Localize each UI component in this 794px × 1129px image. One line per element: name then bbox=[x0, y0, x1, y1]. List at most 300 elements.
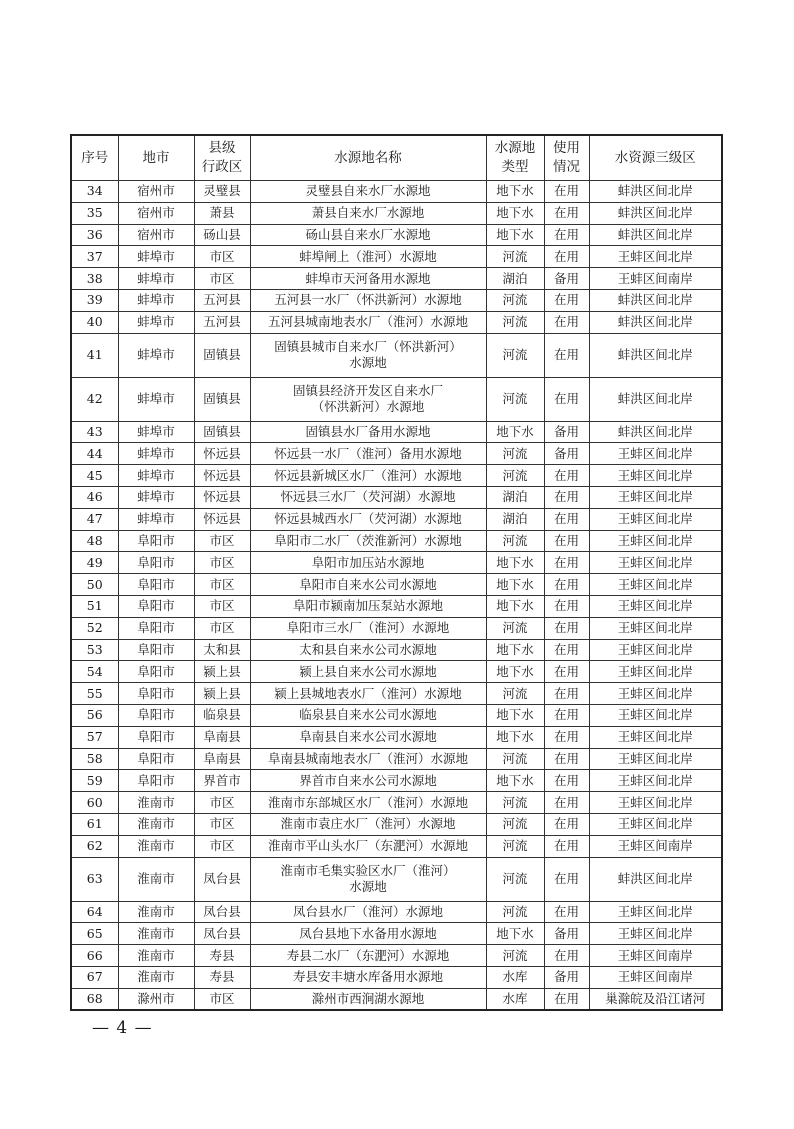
cell-status: 在用 bbox=[544, 333, 589, 377]
cell-status: 在用 bbox=[544, 901, 589, 923]
cell-city: 阜阳市 bbox=[118, 770, 194, 792]
cell-city: 蚌埠市 bbox=[118, 508, 194, 530]
cell-seq: 54 bbox=[71, 661, 118, 683]
cell-zone: 王蚌区间南岸 bbox=[589, 835, 722, 857]
cell-name-line1: 颍上县城地表水厂（淮河）水源地 bbox=[274, 685, 462, 701]
cell-county: 寿县 bbox=[194, 966, 250, 988]
cell-name bbox=[250, 574, 486, 596]
cell-county: 萧县 bbox=[194, 202, 250, 224]
cell-name-line1: 阜阳市三水厂（淮河）水源地 bbox=[286, 620, 450, 636]
cell-name-line1: 固镇县经济开发区自来水厂 bbox=[292, 383, 443, 399]
cell-name-line1: 淮南市东部城区水厂（淮河）水源地 bbox=[267, 794, 468, 810]
cell-seq: 66 bbox=[71, 945, 118, 967]
cell-zone: 王蚌区间北岸 bbox=[589, 683, 722, 705]
cell-seq: 49 bbox=[71, 552, 118, 574]
cell-name-line1: 阜阳市二水厂（茨淮新河）水源地 bbox=[274, 532, 462, 548]
cell-type: 河流 bbox=[486, 333, 544, 377]
cell-name bbox=[250, 857, 486, 901]
cell-seq: 58 bbox=[71, 748, 118, 770]
table-row bbox=[71, 574, 722, 596]
cell-name bbox=[250, 202, 486, 224]
cell-city: 蚌埠市 bbox=[118, 421, 194, 443]
cell-seq: 65 bbox=[71, 923, 118, 945]
cell-city: 淮南市 bbox=[118, 792, 194, 814]
cell-seq: 36 bbox=[71, 224, 118, 246]
cell-zone: 王蚌区间南岸 bbox=[589, 945, 722, 967]
cell-type: 地下水 bbox=[486, 202, 544, 224]
cell-name-line1: 淮南市平山头水厂（东淝河）水源地 bbox=[267, 838, 468, 854]
cell-county: 市区 bbox=[194, 574, 250, 596]
table-row bbox=[71, 813, 722, 835]
header-type-line1: 水源地 bbox=[494, 140, 536, 156]
cell-county: 阜南县 bbox=[194, 748, 250, 770]
cell-zone: 王蚌区间北岸 bbox=[589, 770, 722, 792]
cell-name-line1: 太和县自来水公司水源地 bbox=[299, 641, 437, 657]
cell-city: 淮南市 bbox=[118, 923, 194, 945]
cell-county: 凤台县 bbox=[194, 901, 250, 923]
cell-county: 凤台县 bbox=[194, 923, 250, 945]
cell-name-line1: 临泉县自来水公司水源地 bbox=[299, 707, 437, 723]
cell-name-line1: 寿县二水厂（东淝河）水源地 bbox=[286, 947, 450, 963]
cell-county: 市区 bbox=[194, 988, 250, 1010]
cell-zone: 王蚌区间北岸 bbox=[589, 661, 722, 683]
cell-county: 临泉县 bbox=[194, 704, 250, 726]
cell-zone: 王蚌区间北岸 bbox=[589, 552, 722, 574]
table-row bbox=[71, 901, 722, 923]
cell-type: 河流 bbox=[486, 443, 544, 465]
cell-county: 颍上县 bbox=[194, 683, 250, 705]
cell-status: 在用 bbox=[544, 748, 589, 770]
cell-name-line1: 灵璧县自来水厂水源地 bbox=[305, 183, 431, 199]
cell-name bbox=[250, 268, 486, 290]
cell-seq: 34 bbox=[71, 181, 118, 203]
cell-zone: 王蚌区间北岸 bbox=[589, 639, 722, 661]
table-row bbox=[71, 835, 722, 857]
cell-county: 阜南县 bbox=[194, 726, 250, 748]
cell-status: 在用 bbox=[544, 617, 589, 639]
cell-county: 怀远县 bbox=[194, 508, 250, 530]
cell-county: 砀山县 bbox=[194, 224, 250, 246]
cell-name bbox=[250, 530, 486, 552]
table-row bbox=[71, 792, 722, 814]
table-row bbox=[71, 443, 722, 465]
table-row bbox=[71, 311, 722, 333]
cell-type: 河流 bbox=[486, 792, 544, 814]
cell-county: 界首市 bbox=[194, 770, 250, 792]
table-row bbox=[71, 530, 722, 552]
table-row bbox=[71, 246, 722, 268]
cell-status: 在用 bbox=[544, 595, 589, 617]
cell-zone: 王蚌区间北岸 bbox=[589, 726, 722, 748]
table-row bbox=[71, 268, 722, 290]
cell-name-line2: （怀洪新河）水源地 bbox=[311, 399, 425, 415]
cell-zone: 王蚌区间北岸 bbox=[589, 486, 722, 508]
cell-status: 在用 bbox=[544, 246, 589, 268]
cell-name-line1: 阜阳市加压站水源地 bbox=[311, 554, 425, 570]
cell-name bbox=[250, 966, 486, 988]
table-row bbox=[71, 224, 722, 246]
cell-city: 阜阳市 bbox=[118, 617, 194, 639]
cell-seq: 53 bbox=[71, 639, 118, 661]
cell-seq: 48 bbox=[71, 530, 118, 552]
cell-county: 怀远县 bbox=[194, 443, 250, 465]
cell-status: 备用 bbox=[544, 966, 589, 988]
cell-status: 在用 bbox=[544, 813, 589, 835]
cell-seq: 59 bbox=[71, 770, 118, 792]
cell-city: 阜阳市 bbox=[118, 726, 194, 748]
cell-seq: 42 bbox=[71, 377, 118, 421]
cell-type: 河流 bbox=[486, 813, 544, 835]
cell-county: 市区 bbox=[194, 813, 250, 835]
cell-status: 在用 bbox=[544, 202, 589, 224]
cell-city: 阜阳市 bbox=[118, 704, 194, 726]
table-body bbox=[71, 181, 722, 1011]
cell-status: 在用 bbox=[544, 574, 589, 596]
cell-status: 在用 bbox=[544, 508, 589, 530]
cell-seq: 37 bbox=[71, 246, 118, 268]
table-row bbox=[71, 595, 722, 617]
cell-county: 市区 bbox=[194, 552, 250, 574]
cell-seq: 68 bbox=[71, 988, 118, 1010]
cell-zone: 王蚌区间北岸 bbox=[589, 530, 722, 552]
cell-city: 宿州市 bbox=[118, 202, 194, 224]
cell-city: 阜阳市 bbox=[118, 661, 194, 683]
cell-status: 在用 bbox=[544, 289, 589, 311]
cell-city: 蚌埠市 bbox=[118, 246, 194, 268]
cell-county: 固镇县 bbox=[194, 333, 250, 377]
table-row bbox=[71, 377, 722, 421]
cell-city: 淮南市 bbox=[118, 945, 194, 967]
cell-seq: 51 bbox=[71, 595, 118, 617]
cell-city: 蚌埠市 bbox=[118, 311, 194, 333]
cell-type: 地下水 bbox=[486, 574, 544, 596]
cell-type: 河流 bbox=[486, 617, 544, 639]
table-header-row bbox=[71, 135, 722, 181]
cell-zone: 王蚌区间北岸 bbox=[589, 813, 722, 835]
table-row bbox=[71, 486, 722, 508]
cell-name bbox=[250, 552, 486, 574]
table-row bbox=[71, 704, 722, 726]
cell-name-line1: 砀山县自来水厂水源地 bbox=[305, 226, 431, 242]
header-status-line2: 情况 bbox=[553, 159, 580, 175]
cell-status: 在用 bbox=[544, 311, 589, 333]
cell-name-line1: 怀远县城西水厂（芡河湖）水源地 bbox=[274, 511, 462, 527]
cell-city: 蚌埠市 bbox=[118, 268, 194, 290]
cell-city: 蚌埠市 bbox=[118, 465, 194, 487]
cell-seq: 43 bbox=[71, 421, 118, 443]
cell-zone: 蚌洪区间北岸 bbox=[589, 311, 722, 333]
cell-zone: 蚌洪区间北岸 bbox=[589, 377, 722, 421]
cell-name bbox=[250, 639, 486, 661]
cell-type: 河流 bbox=[486, 377, 544, 421]
cell-zone: 王蚌区间南岸 bbox=[589, 966, 722, 988]
cell-zone: 王蚌区间南岸 bbox=[589, 268, 722, 290]
cell-county: 寿县 bbox=[194, 945, 250, 967]
cell-status: 在用 bbox=[544, 465, 589, 487]
cell-status: 在用 bbox=[544, 683, 589, 705]
cell-seq: 60 bbox=[71, 792, 118, 814]
cell-name-line1: 凤台县地下水备用水源地 bbox=[299, 925, 437, 941]
cell-type: 河流 bbox=[486, 857, 544, 901]
cell-city: 蚌埠市 bbox=[118, 486, 194, 508]
table-row bbox=[71, 508, 722, 530]
cell-city: 淮南市 bbox=[118, 813, 194, 835]
cell-name-line1: 萧县自来水厂水源地 bbox=[311, 205, 425, 221]
cell-name bbox=[250, 683, 486, 705]
water-source-table bbox=[70, 134, 723, 1011]
cell-name-line1: 怀远县一水厂（淮河）备用水源地 bbox=[274, 445, 462, 461]
table-row bbox=[71, 945, 722, 967]
cell-type: 地下水 bbox=[486, 770, 544, 792]
cell-status: 在用 bbox=[544, 377, 589, 421]
cell-status: 在用 bbox=[544, 181, 589, 203]
table-row bbox=[71, 289, 722, 311]
cell-county: 太和县 bbox=[194, 639, 250, 661]
cell-city: 阜阳市 bbox=[118, 595, 194, 617]
table-row bbox=[71, 333, 722, 377]
cell-seq: 55 bbox=[71, 683, 118, 705]
cell-type: 地下水 bbox=[486, 224, 544, 246]
cell-status: 在用 bbox=[544, 704, 589, 726]
cell-seq: 47 bbox=[71, 508, 118, 530]
cell-name-line1: 阜阳市自来水公司水源地 bbox=[299, 576, 437, 592]
cell-county: 市区 bbox=[194, 595, 250, 617]
cell-name bbox=[250, 770, 486, 792]
cell-county: 市区 bbox=[194, 835, 250, 857]
cell-name bbox=[250, 813, 486, 835]
cell-zone: 蚌洪区间北岸 bbox=[589, 421, 722, 443]
cell-seq: 39 bbox=[71, 289, 118, 311]
cell-name-line1: 阜南县城南地表水厂（淮河）水源地 bbox=[267, 750, 468, 766]
cell-status: 备用 bbox=[544, 268, 589, 290]
cell-status: 在用 bbox=[544, 945, 589, 967]
cell-city: 淮南市 bbox=[118, 857, 194, 901]
cell-name-line1: 五河县一水厂（怀洪新河）水源地 bbox=[274, 292, 462, 308]
cell-name bbox=[250, 333, 486, 377]
cell-name-line1: 阜阳市颍南加压泵站水源地 bbox=[292, 598, 443, 614]
table-row bbox=[71, 966, 722, 988]
cell-seq: 50 bbox=[71, 574, 118, 596]
cell-status: 在用 bbox=[544, 224, 589, 246]
cell-status: 在用 bbox=[544, 486, 589, 508]
cell-name-line1: 固镇县城市自来水厂（怀洪新河） bbox=[274, 339, 462, 355]
header-city: 地市 bbox=[118, 135, 194, 181]
cell-name-line1: 淮南市袁庄水厂（淮河）水源地 bbox=[280, 816, 456, 832]
cell-name bbox=[250, 748, 486, 770]
cell-type: 地下水 bbox=[486, 923, 544, 945]
cell-status: 在用 bbox=[544, 857, 589, 901]
cell-county: 怀远县 bbox=[194, 465, 250, 487]
cell-zone: 王蚌区间北岸 bbox=[589, 574, 722, 596]
cell-name-line1: 滁州市西涧湖水源地 bbox=[311, 990, 425, 1006]
cell-city: 宿州市 bbox=[118, 181, 194, 203]
cell-type: 湖泊 bbox=[486, 268, 544, 290]
cell-zone: 王蚌区间北岸 bbox=[589, 901, 722, 923]
cell-name bbox=[250, 465, 486, 487]
cell-city: 阜阳市 bbox=[118, 530, 194, 552]
cell-zone: 蚌洪区间北岸 bbox=[589, 181, 722, 203]
cell-name-line1: 阜南县自来水公司水源地 bbox=[299, 729, 437, 745]
cell-county: 市区 bbox=[194, 268, 250, 290]
page-number: — 4 — bbox=[92, 1018, 153, 1038]
cell-status: 在用 bbox=[544, 792, 589, 814]
cell-name-line1: 蚌埠闸上（淮河）水源地 bbox=[299, 248, 437, 264]
header-status bbox=[544, 135, 589, 181]
cell-zone: 王蚌区间北岸 bbox=[589, 508, 722, 530]
cell-zone: 王蚌区间北岸 bbox=[589, 792, 722, 814]
cell-city: 阜阳市 bbox=[118, 683, 194, 705]
cell-seq: 57 bbox=[71, 726, 118, 748]
cell-type: 湖泊 bbox=[486, 486, 544, 508]
cell-seq: 35 bbox=[71, 202, 118, 224]
cell-zone: 王蚌区间北岸 bbox=[589, 595, 722, 617]
cell-seq: 56 bbox=[71, 704, 118, 726]
cell-status: 在用 bbox=[544, 726, 589, 748]
cell-type: 水库 bbox=[486, 988, 544, 1010]
cell-type: 地下水 bbox=[486, 704, 544, 726]
cell-zone: 蚌洪区间北岸 bbox=[589, 202, 722, 224]
cell-city: 阜阳市 bbox=[118, 748, 194, 770]
cell-seq: 64 bbox=[71, 901, 118, 923]
cell-county: 市区 bbox=[194, 617, 250, 639]
cell-county: 怀远县 bbox=[194, 486, 250, 508]
cell-name-line1: 怀远县新城区水厂（淮河）水源地 bbox=[274, 467, 462, 483]
cell-county: 固镇县 bbox=[194, 377, 250, 421]
header-county-line2: 行政区 bbox=[201, 159, 243, 175]
cell-type: 地下水 bbox=[486, 661, 544, 683]
cell-seq: 63 bbox=[71, 857, 118, 901]
cell-name-line2: 水源地 bbox=[349, 879, 387, 895]
cell-zone: 王蚌区间北岸 bbox=[589, 617, 722, 639]
cell-status: 在用 bbox=[544, 530, 589, 552]
cell-city: 阜阳市 bbox=[118, 574, 194, 596]
cell-name bbox=[250, 923, 486, 945]
cell-name bbox=[250, 508, 486, 530]
cell-county: 固镇县 bbox=[194, 421, 250, 443]
cell-seq: 41 bbox=[71, 333, 118, 377]
cell-city: 蚌埠市 bbox=[118, 333, 194, 377]
table-row bbox=[71, 857, 722, 901]
cell-zone: 巢滁皖及沿江诸河 bbox=[589, 988, 722, 1010]
cell-status: 备用 bbox=[544, 443, 589, 465]
cell-zone: 蚌洪区间北岸 bbox=[589, 224, 722, 246]
cell-seq: 46 bbox=[71, 486, 118, 508]
cell-city: 阜阳市 bbox=[118, 639, 194, 661]
cell-seq: 38 bbox=[71, 268, 118, 290]
cell-county: 灵璧县 bbox=[194, 181, 250, 203]
cell-city: 蚌埠市 bbox=[118, 289, 194, 311]
cell-name bbox=[250, 617, 486, 639]
cell-type: 河流 bbox=[486, 901, 544, 923]
cell-county: 市区 bbox=[194, 530, 250, 552]
cell-name bbox=[250, 181, 486, 203]
table-row bbox=[71, 421, 722, 443]
table-row bbox=[71, 923, 722, 945]
cell-type: 地下水 bbox=[486, 639, 544, 661]
cell-type: 地下水 bbox=[486, 421, 544, 443]
cell-county: 凤台县 bbox=[194, 857, 250, 901]
cell-city: 阜阳市 bbox=[118, 552, 194, 574]
cell-county: 五河县 bbox=[194, 289, 250, 311]
cell-zone: 蚌洪区间北岸 bbox=[589, 289, 722, 311]
cell-city: 滁州市 bbox=[118, 988, 194, 1010]
cell-name-line1: 界首市自来水公司水源地 bbox=[299, 772, 437, 788]
cell-status: 在用 bbox=[544, 639, 589, 661]
cell-name bbox=[250, 661, 486, 683]
cell-zone: 王蚌区间北岸 bbox=[589, 748, 722, 770]
cell-county: 市区 bbox=[194, 792, 250, 814]
header-type bbox=[486, 135, 544, 181]
cell-name-line1: 寿县安丰塘水库备用水源地 bbox=[292, 969, 443, 985]
cell-name bbox=[250, 289, 486, 311]
cell-city: 淮南市 bbox=[118, 835, 194, 857]
cell-name-line1: 淮南市毛集实验区水厂（淮河） bbox=[280, 863, 456, 879]
cell-status: 在用 bbox=[544, 552, 589, 574]
cell-county: 市区 bbox=[194, 246, 250, 268]
cell-status: 在用 bbox=[544, 770, 589, 792]
table-row bbox=[71, 465, 722, 487]
table-row bbox=[71, 683, 722, 705]
cell-type: 地下水 bbox=[486, 552, 544, 574]
cell-county: 颍上县 bbox=[194, 661, 250, 683]
cell-seq: 45 bbox=[71, 465, 118, 487]
cell-type: 水库 bbox=[486, 966, 544, 988]
cell-zone: 王蚌区间北岸 bbox=[589, 465, 722, 487]
cell-zone: 蚌洪区间北岸 bbox=[589, 333, 722, 377]
table-row bbox=[71, 661, 722, 683]
cell-type: 地下水 bbox=[486, 726, 544, 748]
cell-status: 备用 bbox=[544, 923, 589, 945]
cell-seq: 44 bbox=[71, 443, 118, 465]
table-row bbox=[71, 552, 722, 574]
cell-name bbox=[250, 486, 486, 508]
cell-city: 淮南市 bbox=[118, 966, 194, 988]
cell-name bbox=[250, 421, 486, 443]
cell-status: 在用 bbox=[544, 661, 589, 683]
cell-name bbox=[250, 945, 486, 967]
cell-name-line1: 凤台县水厂（淮河）水源地 bbox=[292, 903, 443, 919]
cell-type: 河流 bbox=[486, 945, 544, 967]
cell-type: 湖泊 bbox=[486, 508, 544, 530]
cell-city: 蚌埠市 bbox=[118, 377, 194, 421]
cell-name bbox=[250, 246, 486, 268]
cell-status: 在用 bbox=[544, 988, 589, 1010]
cell-seq: 61 bbox=[71, 813, 118, 835]
cell-seq: 62 bbox=[71, 835, 118, 857]
cell-name bbox=[250, 901, 486, 923]
cell-name-line1: 颍上县自来水公司水源地 bbox=[299, 663, 437, 679]
table-row bbox=[71, 181, 722, 203]
header-name: 水源地名称 bbox=[250, 135, 486, 181]
cell-type: 河流 bbox=[486, 465, 544, 487]
cell-name-line1: 怀远县三水厂（芡河湖）水源地 bbox=[280, 489, 456, 505]
cell-name bbox=[250, 792, 486, 814]
table-row bbox=[71, 639, 722, 661]
table-row bbox=[71, 988, 722, 1010]
cell-name-line2: 水源地 bbox=[349, 355, 387, 371]
cell-name-line1: 五河县城南地表水厂（淮河）水源地 bbox=[267, 314, 468, 330]
cell-status: 在用 bbox=[544, 835, 589, 857]
cell-name bbox=[250, 443, 486, 465]
cell-name bbox=[250, 377, 486, 421]
cell-type: 地下水 bbox=[486, 595, 544, 617]
cell-city: 宿州市 bbox=[118, 224, 194, 246]
cell-type: 河流 bbox=[486, 835, 544, 857]
cell-name bbox=[250, 595, 486, 617]
cell-zone: 蚌洪区间北岸 bbox=[589, 857, 722, 901]
header-type-line2: 类型 bbox=[501, 159, 529, 175]
table-row bbox=[71, 748, 722, 770]
